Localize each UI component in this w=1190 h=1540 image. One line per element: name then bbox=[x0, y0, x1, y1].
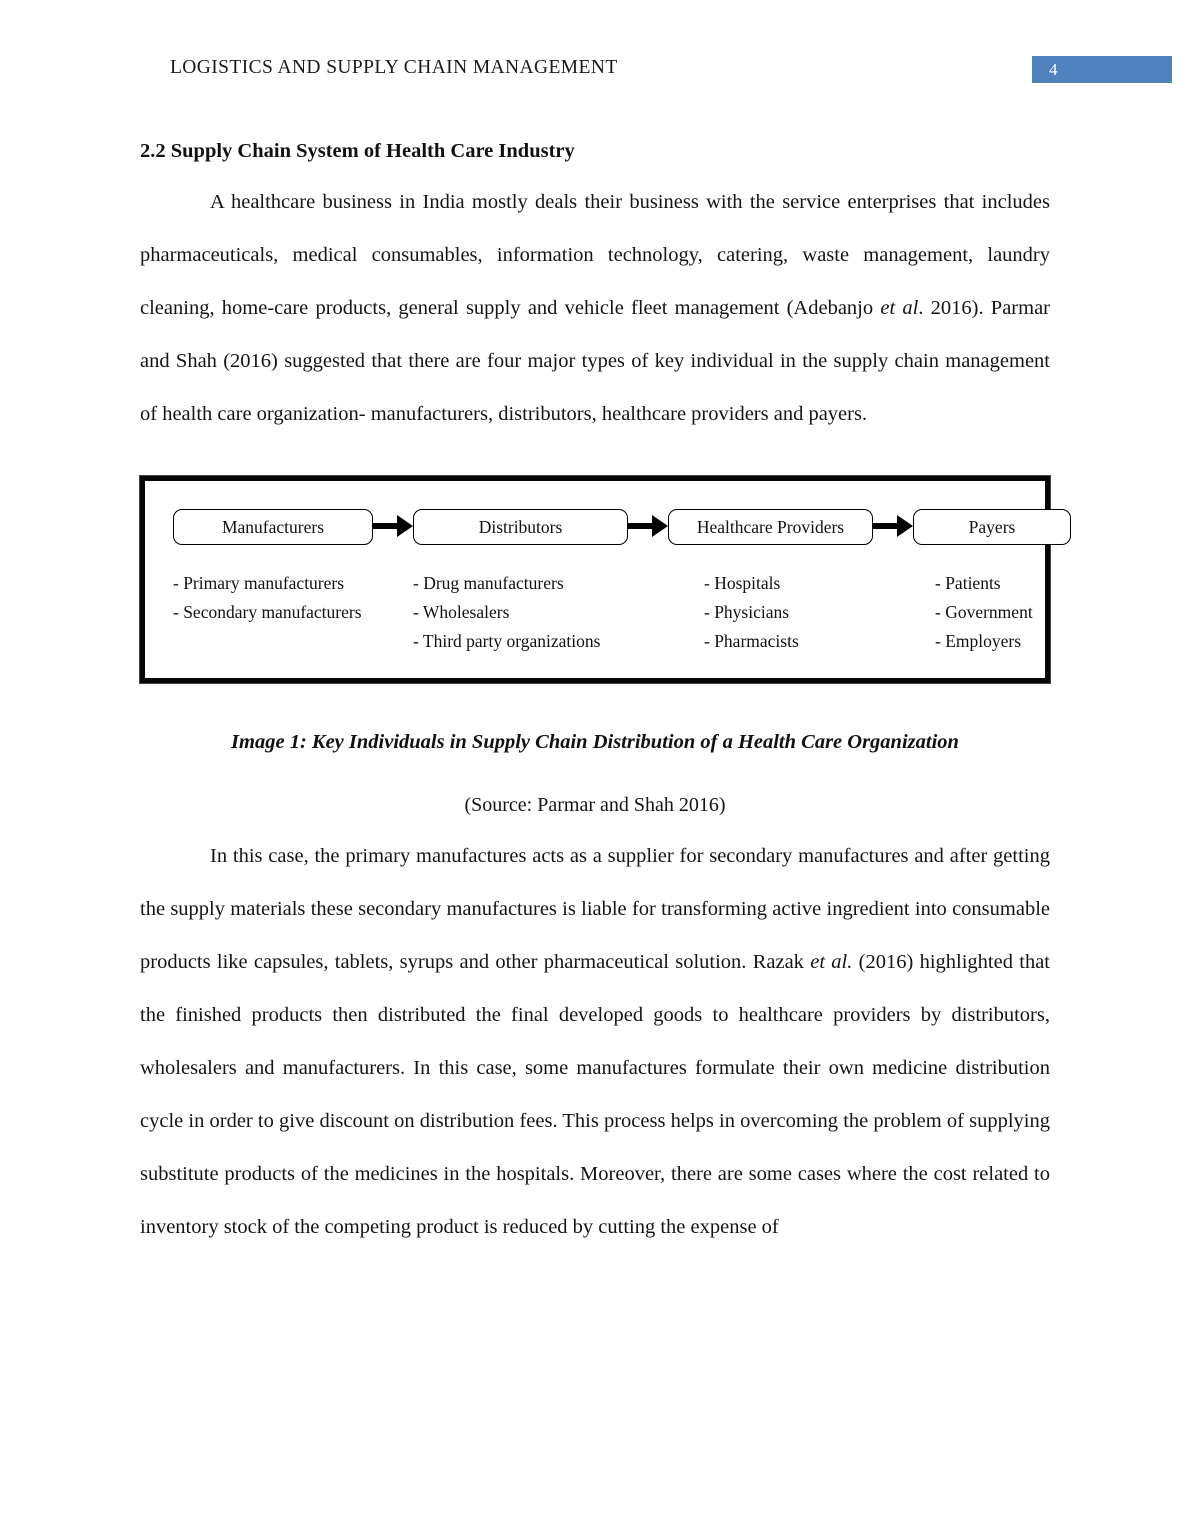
running-header-title: LOGISTICS AND SUPPLY CHAIN MANAGEMENT bbox=[170, 57, 618, 78]
paragraph-2 bbox=[140, 830, 1050, 1253]
right-arrow-icon bbox=[628, 514, 668, 538]
flow-arrow-2 bbox=[628, 514, 668, 538]
distributors-node: Distributors bbox=[413, 509, 628, 545]
page-number: 4 bbox=[1049, 59, 1058, 79]
figure-flow-row bbox=[173, 509, 1033, 656]
list-item: - Hospitals bbox=[704, 573, 781, 594]
list-item: - Wholesalers bbox=[413, 602, 510, 623]
paragraph-2-text: In this case, the primary manufactures acts as a supplier for secondary manufactures and after getting the supply materials these secondary manufactures is liable for transforming active ingredient into consumable products like capsules, tablets, syrups and other pharmaceutical solution. Razak bbox=[140, 845, 1050, 974]
paragraph-2-text-cont: (2016) highlighted that the finished products then distributed the final developed goods to healthcare providers by distributors, wholesalers and manufacturers. In this case, some manufactures formulate their own medicine distribution cycle in order to give discount on distribution fees. This process helps in overcoming the problem of supplying substitute products of the medicines in the hospitals. Moreover, there are some cases where the cost related to inventory stock of the competing product is reduced by cutting the expense of bbox=[140, 951, 1050, 1238]
list-item: - Secondary manufacturers bbox=[173, 602, 362, 623]
distributors-items bbox=[413, 569, 628, 656]
figure-supply-chain-diagram bbox=[140, 476, 1050, 683]
payers-node: Payers bbox=[913, 509, 1071, 545]
paragraph-1-italic: et al bbox=[880, 296, 919, 319]
payers-items bbox=[913, 569, 1071, 656]
figure-column-healthcare-providers bbox=[668, 509, 873, 656]
flow-arrow-1 bbox=[373, 514, 413, 538]
figure-source: (Source: Parmar and Shah 2016) bbox=[464, 794, 726, 817]
list-item: - Third party organizations bbox=[413, 631, 601, 652]
healthcare-providers-node: Healthcare Providers bbox=[668, 509, 873, 545]
figure-column-distributors bbox=[413, 509, 628, 656]
page-number-badge bbox=[1032, 56, 1172, 83]
paragraph-1-text-cont: . 2016). Parmar and Shah (2016) suggested that there are four major types of key individual in the supply chain management of health care organization- manufacturers, distributors, healthcare providers and payers. bbox=[140, 296, 1050, 425]
list-item: - Physicians bbox=[704, 602, 790, 623]
section-heading: 2.2 Supply Chain System of Health Care Industry bbox=[140, 140, 575, 162]
paragraph-1 bbox=[140, 176, 1050, 440]
page-content bbox=[140, 0, 1050, 1253]
manufacturers-items bbox=[173, 569, 373, 627]
list-item: - Primary manufacturers bbox=[173, 573, 345, 594]
healthcare-providers-items bbox=[668, 569, 873, 656]
manufacturers-node: Manufacturers bbox=[173, 509, 373, 545]
right-arrow-icon bbox=[873, 514, 913, 538]
list-item: - Patients bbox=[935, 573, 1001, 594]
figure-column-manufacturers bbox=[173, 509, 373, 627]
right-arrow-icon bbox=[373, 514, 413, 538]
list-item: - Employers bbox=[935, 631, 1022, 652]
paragraph-1-text: A healthcare business in India mostly deals their business with the service enterprises that includes pharmaceuticals, medical consumables, information technology, catering, waste management, laundry cleaning, home-care products, general supply and vehicle fleet management (Adebanjo bbox=[140, 191, 1050, 319]
flow-arrow-3 bbox=[873, 514, 913, 538]
list-item: - Government bbox=[935, 602, 1033, 623]
figure-column-payers bbox=[913, 509, 1071, 656]
paragraph-2-italic: et al. bbox=[810, 951, 853, 974]
figure-caption: Image 1: Key Individuals in Supply Chain Distribution of a Health Care Organization bbox=[231, 731, 959, 754]
list-item: - Pharmacists bbox=[704, 631, 799, 652]
list-item: - Drug manufacturers bbox=[413, 573, 564, 594]
